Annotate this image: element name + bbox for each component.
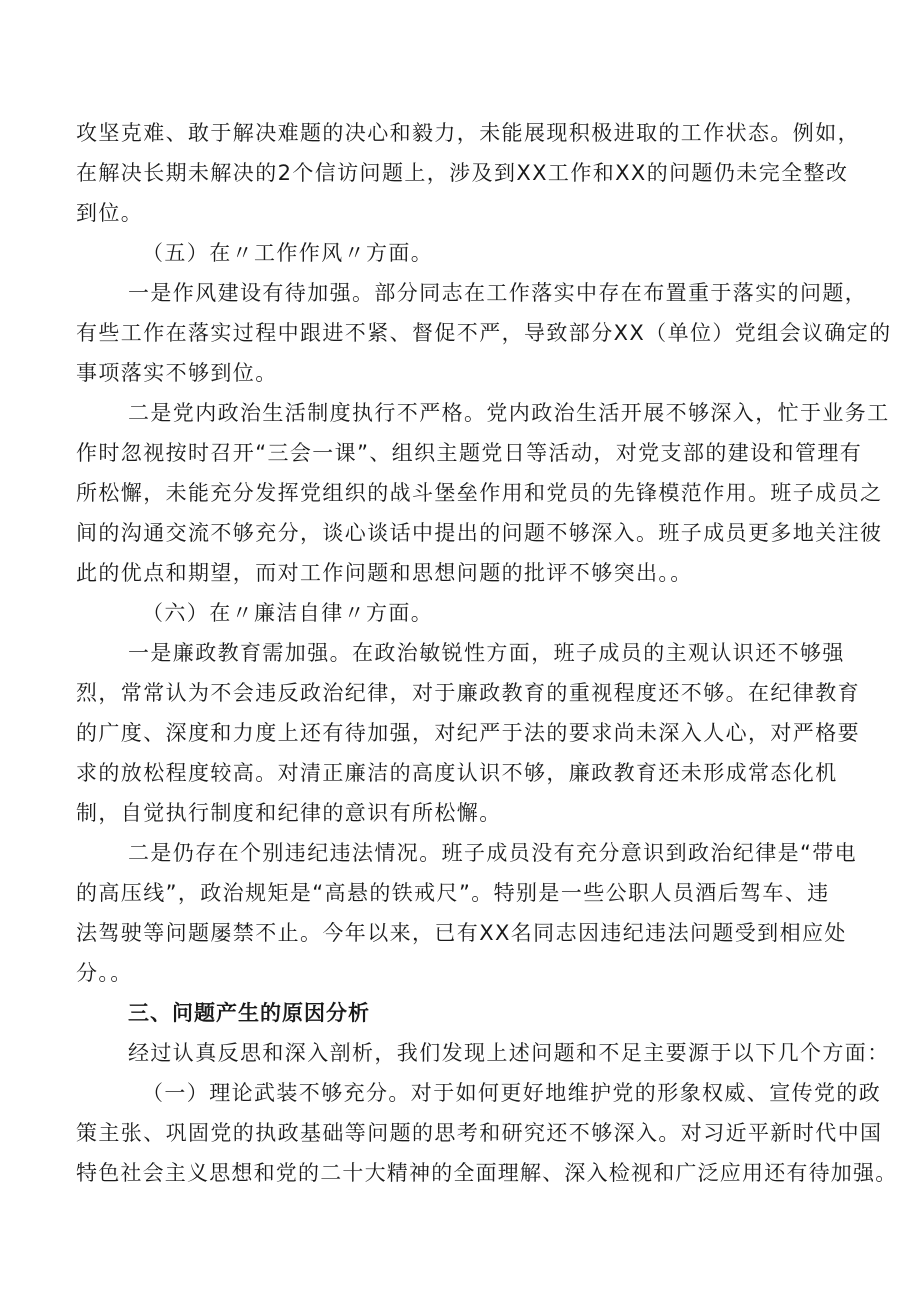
paragraph-line: 事项落实不够到位。 [76,361,278,385]
paragraph-line: 特色社会主义思想和党的二十大精神的全面理解、深入检视和广泛应用还有待加强。 [76,1161,898,1185]
section-heading-3: 三、问题产生的原因分析 [128,1001,370,1025]
section-heading-5: （五）在〃工作作风〃方面。 [142,241,434,265]
paragraph-line: 作时忽视按时召开“三会一课”、组织主题党日等活动，对党支部的建设和管理有 [76,441,863,465]
paragraph-line: 的高压线”，政治规矩是“高悬的铁戒尺”。特别是一些公职人员酒后驾车、违 [76,881,830,905]
paragraph-line: 经过认真反思和深入剖析，我们发现上述问题和不足主要源于以下几个方面： [128,1041,890,1065]
paragraph-line: 所松懈，未能充分发挥党组织的战斗堡垒作用和党员的先锋模范作用。班子成员之 [76,481,883,505]
paragraph-line: 间的沟通交流不够充分，谈心谈话中提出的问题不够深入。班子成员更多地关注彼 [76,521,883,545]
paragraph-line: 有些工作在落实过程中跟进不紧、督促不严，导致部分XX（单位）党组会议确定的 [76,321,892,345]
paragraph-line: 的广度、深度和力度上还有待加强，对纪严于法的要求尚未深入人心，对严格要 [76,721,860,745]
paragraph-line: 制，自觉执行制度和纪律的意识有所松懈。 [76,801,502,825]
paragraph-line: （一）理论武装不够充分。对于如何更好地维护党的形象权威、宣传党的政 [142,1081,882,1105]
paragraph-line: 求的放松程度较高。对清正廉洁的高度认识不够，廉政教育还未形成常态化机 [76,761,838,785]
paragraph-line: 一是作风建设有待加强。部分同志在工作落实中存在布置重于落实的问题， [128,281,868,305]
section-heading-6: （六）在〃廉洁自律〃方面。 [142,601,434,625]
paragraph-line: 一是廉政教育需加强。在政治敏锐性方面，班子成员的主观认识还不够强 [128,641,845,665]
paragraph-line: 法驾驶等问题屡禁不止。今年以来，已有XX名同志因违纪违法问题受到相应处 [76,921,847,945]
paragraph-line: 此的优点和期望，而对工作问题和思想问题的批评不够突出。。 [76,561,693,585]
paragraph-line: 到位。 [76,201,144,225]
paragraph-line: 分。。 [76,961,133,985]
paragraph-line: 在解决长期未解决的2个信访问题上，涉及到XX工作和XX的问题仍未完全整改 [76,161,849,185]
paragraph-line: 二是仍存在个别违纪违法情况。班子成员没有充分意识到政治纪律是“带电 [128,841,858,865]
paragraph-line: 攻坚克难、敢于解决难题的决心和毅力，未能展现积极进取的工作状态。例如， [76,121,860,145]
paragraph-line: 烈，常常认为不会违反政治纪律，对于廉政教育的重视程度还不够。在纪律教育 [76,681,860,705]
paragraph-line: 二是党内政治生活制度执行不严格。党内政治生活开展不够深入，忙于业务工 [128,401,890,425]
paragraph-line: 策主张、巩固党的执政基础等问题的思考和研究还不够深入。对习近平新时代中国 [76,1121,883,1145]
